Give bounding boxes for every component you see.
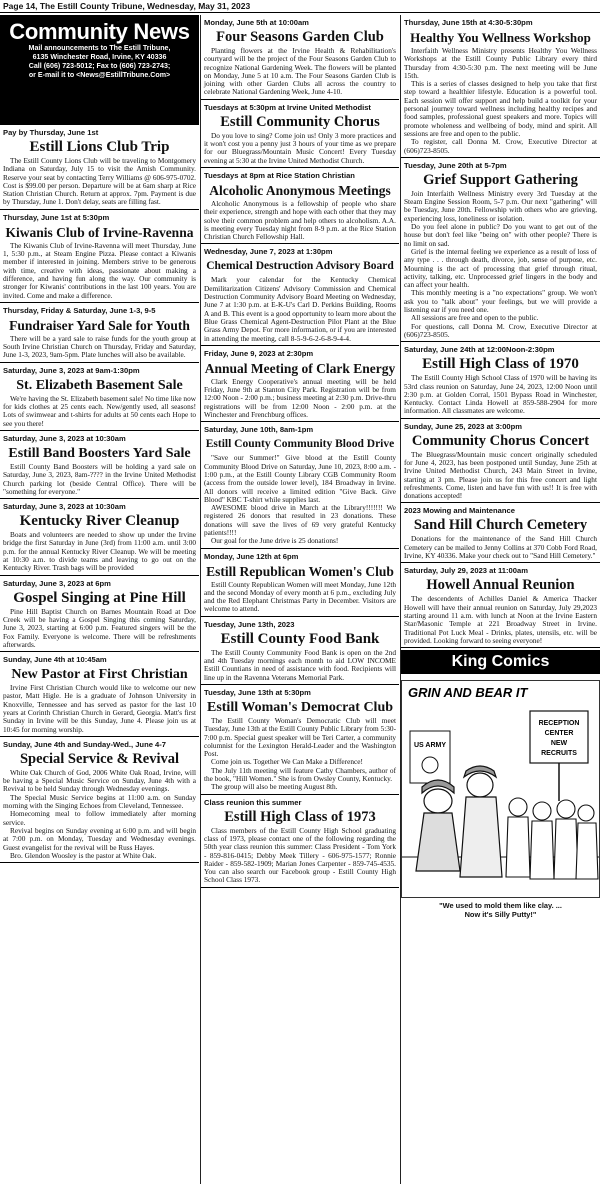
news-item	[201, 422, 399, 548]
comic-panel	[401, 680, 600, 898]
news-item	[201, 244, 399, 345]
event-headline: Community Chorus Concert	[411, 432, 590, 449]
event-date: Sunday, June 4th and Sunday-Wed., June 4-7	[3, 739, 167, 749]
news-item	[201, 15, 399, 100]
news-item	[201, 685, 399, 795]
body-paragraph: There will be a yard sale to raise funds for the youth group at South Irvine Christian Church on Thursday, Friday and Saturday, June 1-3, 2023, 9am-5pm. Plate lunches will also be available.	[3, 333, 196, 360]
body-paragraph: Join Interfaith Wellness Ministry every 3rd Tuesday at the Steam Engine Session Room, 5-7 p.m. Our next "gathering" will be Tuesday, June 20th. Fellowship with others who are grieving, experiencing loss, loneliness or isolation.	[404, 188, 597, 223]
event-date: Saturday, June 10th, 8am-1pm	[204, 425, 314, 435]
news-item	[201, 100, 399, 168]
running-head: Page 14, The Estill County Tribune, Wednesday, May 31, 2023	[0, 0, 600, 13]
body-paragraph: We're having the St. Elizabeth basement sale! No time like now for kids clothes at 25 cents each. New/gently used, all seasons! Lots of swimwear and t-shirts for adults at 50 cents each Hope to see you there!	[3, 393, 196, 428]
event-body	[204, 649, 396, 682]
body-paragraph: The Bluegrass/Mountain music concert originally scheduled for June 4, 2023, has been postponed until Sunday, June 25th at Irvine United Methodist Church, 243 Main Street in Irvine, starting at 3 pm. Please join us for this free concert and light refreshments. Come, listen and have fun with us!! It is free with donations accepted!	[404, 449, 597, 501]
news-item	[401, 15, 600, 158]
body-paragraph: The Estill County Lions Club will be traveling to Montgomery Indiana on Saturday, July 15 to visit the Amish Community. Reserve your seat by contacting Terry Williams @ 606-975-0702. Cost is $99.00 per person. Departure will be at 6am sharp at Rice Station Christian Church. Return at approx. 7pm. Payment is due by Thursday, June 1. Don't delay, seats are filling fast.	[3, 156, 196, 207]
event-date: Saturday, June 3, 2023 at 6pm	[3, 578, 111, 588]
event-headline: Estill Woman's Democrat Club	[206, 699, 394, 715]
event-body	[3, 335, 196, 360]
news-item	[201, 795, 399, 888]
event-headline: Estill County Community Blood Drive	[205, 438, 395, 451]
news-item	[0, 431, 199, 499]
body-paragraph: Pine Hill Baptist Church on Barnes Mountain Road at Doe Creek will be having a Gospel Singing this coming Saturday, June 3, 2023, starting at 6:00 p.m. Featured singers will be the Fox Family. Everyone is welcome. There will be refreshments afterwards.	[3, 606, 196, 649]
event-date: Wednesday, June 7, 2023 at 1:30pm	[204, 247, 333, 257]
news-item	[0, 737, 199, 863]
event-headline: Estill High Class of 1973	[224, 808, 376, 825]
masthead-line: Call (606) 723-5012; Fax to (606) 723-2743;	[28, 62, 171, 70]
body-paragraph: "Save our Summer!" Give blood at the Estill County Community Blood Drive on Saturday, June 10, 2023, 8:00 a.m. - 1:00 p.m., at the Estill County Library CGB Community Room (access from the outside lower level), 184 Broadway in Irvine. All donors will receive a limited edition "Give Back. Give Blood" KBC T-shirt while supplies last.	[204, 453, 396, 504]
event-body	[204, 454, 396, 545]
event-date: Sunday, June 25, 2023 at 3:00pm	[404, 421, 523, 431]
strip-title: GRIN AND BEAR IT	[408, 685, 528, 701]
event-headline: Gospel Singing at Pine Hill	[13, 589, 186, 606]
body-paragraph: The Special Music Service begins at 11:00 a.m. on Sunday morning with the Singing Echoes from Cleveland, Tennessee.	[3, 792, 196, 811]
recruits-group	[506, 798, 598, 879]
body-paragraph: Grief is the internal feeling we experience as a result of loss of any type . . . through death, divorce, job, sense of purpose, etc. Mourning is the act of processing that grief through ritual, activity, talking, etc. Unprocessed grief lingers in the body and can affect your health.	[404, 246, 597, 290]
event-body	[3, 157, 196, 207]
event-headline: Estill Community Chorus	[220, 113, 380, 130]
news-item	[0, 210, 199, 303]
comics-header: King Comics	[401, 650, 600, 674]
event-body	[404, 47, 597, 155]
comic-caption	[401, 901, 600, 919]
event-date: Saturday, June 3, 2023 at 9am-1:30pm	[3, 365, 140, 375]
news-item	[0, 363, 199, 431]
masthead-line: or E-mail it to <News@EstillTribune.Com>	[28, 71, 171, 79]
column-left	[0, 15, 199, 1184]
event-date: Saturday, June 3, 2023 at 10:30am	[3, 433, 126, 443]
event-date: Saturday, June 24th at 12:00Noon-2:30pm	[404, 345, 555, 355]
comics-section	[401, 650, 600, 919]
sign-text: RECEPTION	[538, 720, 580, 728]
event-body	[204, 276, 396, 342]
event-body	[3, 242, 196, 300]
body-paragraph: The Estill County Woman's Democratic Club will meet Tuesday, June 13th at the Estill County Public Library from 5:30-7:00 p.m. Special guest speaker will be Teri Carter, a community columnist for the Lexington Herald-Leader and the Washington Post.	[204, 715, 396, 759]
body-paragraph: Do you love to sing? Come join us! Only 3 more practices and it won't cost you a penny just 3 hours of your time as we prepare for our Bluegrass/Mountain Music Concert! Every Tuesday evening at 5:30 at the Irvine United Methodist Church.	[204, 130, 396, 165]
body-paragraph: The group will also be meeting August 8th.	[211, 782, 338, 792]
body-paragraph: Class members of the Estill County High School graduating class of 1973, please contact one of the following regarding the 50th year class reunion this summer: Class President - Tom York - 859-816-0415; Debby Meek Tillery - 606-975-1577; Ronnie Raider - 859-582-1909; Marian Jones Carpenter - 859-745-4535. You can also search our Facebook group - Estill County High School Class 1973.	[204, 825, 396, 885]
event-body	[404, 535, 597, 560]
event-date: Friday, June 9, 2023 at 2:30pm	[204, 348, 314, 358]
caption-line: Now it's Silly Putty!"	[464, 910, 537, 920]
body-paragraph: Mark your calendar for the Kentucky Chemical Demilitarization Citizens' Advisory Commission and Chemical Destruction Community Advisory Board Meeting on Wednesday, June 7 at 1:30 p.m. at E-K-U's Carl D. Perkins Building, Rooms A and B. This event is a good opportunity to learn more about the Blue Grass Chemical Agent-Destruction Pilot Plant at the Blue Grass Army Depot. For more information, or if you are interested in attending the meeting, call 8-5-9-6-2-6-8-9-4-4.	[204, 275, 396, 343]
event-headline: St. Elizabeth Basement Sale	[16, 377, 183, 393]
body-paragraph: This is a series of classes designed to help you take that first step toward a healthier lifestyle. Education is a powerful tool. Each session will offer support and help build a toolkit for your personal journey toward wellness including healthy recipes and food samples, professional guest speakers and more. Topics will promote wholeness and wellbeing of body, mind and spirit. All sessions are free and open to the public.	[404, 79, 597, 138]
sign-text: RECRUITS	[541, 750, 577, 758]
column-middle	[201, 15, 399, 1184]
body-paragraph: The July 11th meeting will feature Cathy Chambers, author of the book, "Hill Women." She is from Owsley County, Kentucky.	[204, 765, 396, 784]
event-body	[3, 463, 196, 496]
event-body	[404, 374, 597, 415]
news-item	[201, 168, 399, 244]
event-headline: Estill Lions Club Trip	[29, 139, 170, 155]
body-paragraph: Interfaith Wellness Ministry presents Healthy You Wellness Workshops at the Estill County Public Library every third Thursday from 4:30-5:30 p.m. The next meeting will be June 15th.	[404, 46, 597, 80]
event-date: Class reunion this summer	[204, 797, 302, 807]
event-date: 2023 Mowing and Maintenance	[404, 506, 515, 516]
news-item	[0, 576, 199, 652]
news-item	[201, 346, 399, 422]
event-headline: Estill Republican Women's Club	[206, 563, 394, 579]
section-title: Community News	[9, 19, 190, 44]
news-item	[401, 563, 600, 648]
body-paragraph: Boats and volunteers are needed to show up under the Irvine bridge the first Saturday in June (3rd) from 11:00 a.m. until 3:00 p.m. for the annual Kentucky River Cleanup. We will be meeting at 10:30 a.m. to divide teams and leaving to go out on the Kentucky River. Trash bags will be provided	[3, 530, 196, 573]
news-item	[0, 125, 199, 210]
event-body	[204, 717, 396, 792]
event-body	[3, 769, 196, 860]
officer	[460, 766, 502, 877]
sign-text: CENTER	[544, 730, 574, 738]
event-body	[3, 608, 196, 649]
news-item	[401, 342, 600, 418]
event-date: Thursday, June 1st at 5:30pm	[3, 212, 110, 222]
news-item	[0, 499, 199, 575]
news-item	[401, 503, 600, 563]
masthead-line: 6135 Winchester Road, Irvine, KY 40336	[32, 53, 167, 61]
body-paragraph: To register, call Donna M. Crow, Executive Director at (606)723-8505.	[404, 137, 597, 155]
body-paragraph: White Oak Church of God, 2006 White Oak Road, Irvine, will be having a Special Music Service on Sunday, June 4th with a Revival to be held Sunday through Wednesday evenings.	[3, 767, 196, 794]
event-headline: New Pastor at First Christian	[11, 667, 188, 683]
drill-sergeant	[416, 780, 460, 871]
event-body	[204, 132, 396, 165]
event-body	[404, 190, 597, 339]
poster-text: US ARMY	[413, 742, 447, 750]
body-paragraph: Donations for the maintenance of the Sand Hill Church Cemetery can be mailed to Jenny Collins at 370 Cobb Ford Road, Irvine, KY 40336. Make your check out to "Sand Hill Cemetery."	[404, 534, 597, 561]
event-headline: Estill County Food Bank	[220, 630, 380, 647]
news-item	[0, 303, 199, 363]
event-headline: Estill High Class of 1970	[422, 356, 579, 373]
body-paragraph: For questions, call Donna M. Crow, Executive Director at (606)723-8505.	[404, 321, 597, 339]
column-right	[401, 15, 600, 1184]
event-headline: Special Service & Revival	[19, 750, 180, 767]
event-body	[3, 531, 196, 572]
news-item	[401, 158, 600, 342]
body-paragraph: Estill County Republican Women will meet Monday, June 12th and the second Monday of every month at 6 p.m., excluding July and the Red Elephant Christmas Party in December. Visitors are welcome to attend.	[204, 579, 396, 614]
body-paragraph: Alcoholic Anonymous is a fellowship of people who share their experience, strength and hope with each other that they may solve their common problem and help others to alcoholism. A.A. is meeting every Tuesday night from 8-9 p.m. at the Rice Station Christian Church Fellowship Hall.	[204, 198, 396, 242]
news-item	[201, 617, 399, 685]
event-body	[204, 827, 396, 885]
event-body	[204, 581, 396, 614]
body-paragraph: Homecoming meal to follow immediately after morning service.	[3, 809, 196, 827]
news-item	[201, 549, 399, 617]
event-date: Monday, June 12th at 6pm	[204, 551, 299, 561]
body-paragraph: Clark Energy Cooperative's annual meeting will be held Friday, June 9th at Stanton City Park. Registration will be from 12:00 Noon - 2:00 p.m.; business meeting at 2:30 p.m. Drive-thru registrations will be from 12:00 Noon - 2:00 p.m. at the Winchester and Frenchburg offices.	[204, 376, 396, 420]
body-paragraph: AWESOME blood drive in March at the Library!!!!!!! We registered 26 donors that resulted in 23 donations. These donations will save the lives of 69 very grateful Kentucky patients!!!!	[204, 503, 396, 537]
event-date: Saturday, July 29, 2023 at 11:00am	[404, 566, 528, 576]
body-paragraph: All sessions are free and open to the public.	[411, 313, 539, 323]
event-headline: Kiwanis Club of Irvine-Ravenna	[5, 224, 194, 240]
section-masthead	[0, 15, 199, 125]
event-body	[204, 200, 396, 241]
event-headline: Howell Annual Reunion	[426, 577, 575, 594]
body-paragraph: The Kiwanis Club of Irvine-Ravenna will meet Thursday, June 1, 5:30 p.m., at Steam Engine Pizza. Please contact a Kiwanis member if interested in joining. Members strive to be generous with time, creative with ideas, passionate about making a difference, and having fun along the way. Our community is stronger for Kiwanis' contributions in the last 100 years. You are invited. Come and make a difference.	[3, 240, 196, 300]
event-date: Tuesday, June 13th, 2023	[204, 619, 295, 629]
event-headline: Sand Hill Church Cemetery	[413, 517, 588, 534]
event-date: Thursday, June 15th at 4:30-5:30pm	[404, 18, 533, 27]
event-headline: Kentucky River Cleanup	[19, 513, 180, 530]
body-paragraph: This monthly meeting is a "no expectations" group. We won't ask you to "talk about" your feelings, but we will provide a listening ear if you need one.	[404, 288, 597, 315]
event-body	[404, 595, 597, 645]
body-paragraph: Do you feel alone in public? Do you want to get out of the house but don't feel like "being on" with other people? There is no limit on sad.	[404, 222, 597, 248]
news-item	[0, 652, 199, 737]
body-paragraph: The Estill County Community Food Bank is open on the 2nd and 4th Tuesday mornings each month to aid LOW INCOME Estill Countians in need of assistance with food. Recipients will line up in the Ravenna Veterans Memorial Park.	[204, 647, 396, 682]
body-paragraph: Revival begins on Sunday evening at 6:00 p.m. and will begin at 7:00 p.m. on Monday, Tuesday and Wednesday evenings. Guest evangelist for the revival will be Russ Hayes.	[3, 825, 196, 852]
event-date: Thursday, Friday & Saturday, June 1-3, 9-5	[3, 305, 156, 315]
event-body	[204, 378, 396, 419]
event-headline: Alcoholic Anonymous Meetings	[209, 182, 391, 198]
body-paragraph: The Estill County High School Class of 1970 will be having its 53rd class reunion on Saturday, June 24, 2023, 12:00 Noon until 2:30 p.m. at Golden Corral, 1501 Bypass Road in Winchester, Kentucky. Contact Linda Howell at 859-588-2904 for more information. All classmates are welcome.	[404, 373, 597, 416]
body-paragraph: Our goal for the June drive is 25 donations!	[211, 536, 339, 546]
event-date: Monday, June 5th at 10:00am	[204, 18, 309, 27]
body-paragraph: Estill County Band Boosters will be holding a yard sale on Saturday, June 3, 2023, 8am-???? in the Irvine United Methodist Church parking lot (beside Central Office). There will be "something for everyone."	[3, 461, 196, 496]
event-headline: Four Seasons Garden Club	[216, 29, 384, 45]
masthead-line: Mail announcements to The Estill Tribune,	[28, 44, 171, 52]
event-headline: Grief Support Gathering	[423, 171, 578, 188]
event-date: Pay by Thursday, June 1st	[3, 128, 99, 137]
sign-text: NEW	[550, 740, 568, 748]
event-body	[204, 47, 396, 97]
event-headline: Healthy You Wellness Workshop	[410, 30, 591, 45]
event-body	[3, 395, 196, 428]
news-item	[401, 419, 600, 504]
event-date: Tuesday, June 13th at 5:30pm	[204, 687, 311, 697]
event-date: Tuesdays at 8pm at Rice Station Christian	[204, 170, 355, 180]
event-date: Sunday, June 4th at 10:45am	[3, 655, 107, 665]
event-date: Saturday, June 3, 2023 at 10:30am	[3, 502, 126, 512]
body-paragraph: Come join us. Together We Can Make a Difference!	[211, 757, 363, 767]
body-paragraph: Planting flowers at the Irvine Health & Rehabilitation's courtyard will be the project of the Four Seasons Garden Club to recognize National Gardening Week. The flowers will be planted on Monday, June 5 at 10 a.m. The Four Seasons Garden Club is joining with other Garden Clubs all across the country to celebrate National Gardening Week, June 4-10.	[204, 46, 396, 97]
cartoon-drawing	[402, 681, 599, 897]
event-body	[3, 684, 196, 734]
caption-line: "We used to mold them like clay. ...	[439, 901, 562, 911]
body-paragraph: Bro. Glendon Woosley is the pastor at White Oak.	[10, 850, 157, 860]
body-paragraph: Irvine First Christian Church would like to welcome our new pastor, Matt Higle. He is a graduate of Johnson University in Knoxville, Tennessee and has served as pastor for the last 10 years at Corinth Christian Church in Gerard, Georgia. Matt's first Sunday in Irvine will be this Sunday, June 4. Please join us at 10:45 for morning worship.	[3, 683, 196, 734]
event-date: Tuesdays at 5:30pm at Irvine United Methodist	[204, 102, 371, 112]
body-paragraph: The descendents of Achilles Daniel & America Thacker Howell will have their annual reunion on Saturday, July 29,2023 starting around 11 a.m. with lunch at Noon at the Irvine Eastern Star/Masonic Temple at 221 Broadway Street in Irvine. Traditional Pot Luck Meal - Drinks, plates, utensils, etc. will be provided. Looking forward to seeing everyone!	[404, 594, 597, 645]
event-headline: Annual Meeting of Clark Energy	[204, 360, 396, 376]
event-headline: Chemical Destruction Advisory Board	[206, 260, 394, 273]
event-body	[404, 451, 597, 501]
event-headline: Fundraiser Yard Sale for Youth	[9, 317, 190, 333]
event-date: Tuesday, June 20th at 5-7pm	[404, 160, 507, 170]
event-headline: Estill Band Boosters Yard Sale	[8, 445, 191, 461]
